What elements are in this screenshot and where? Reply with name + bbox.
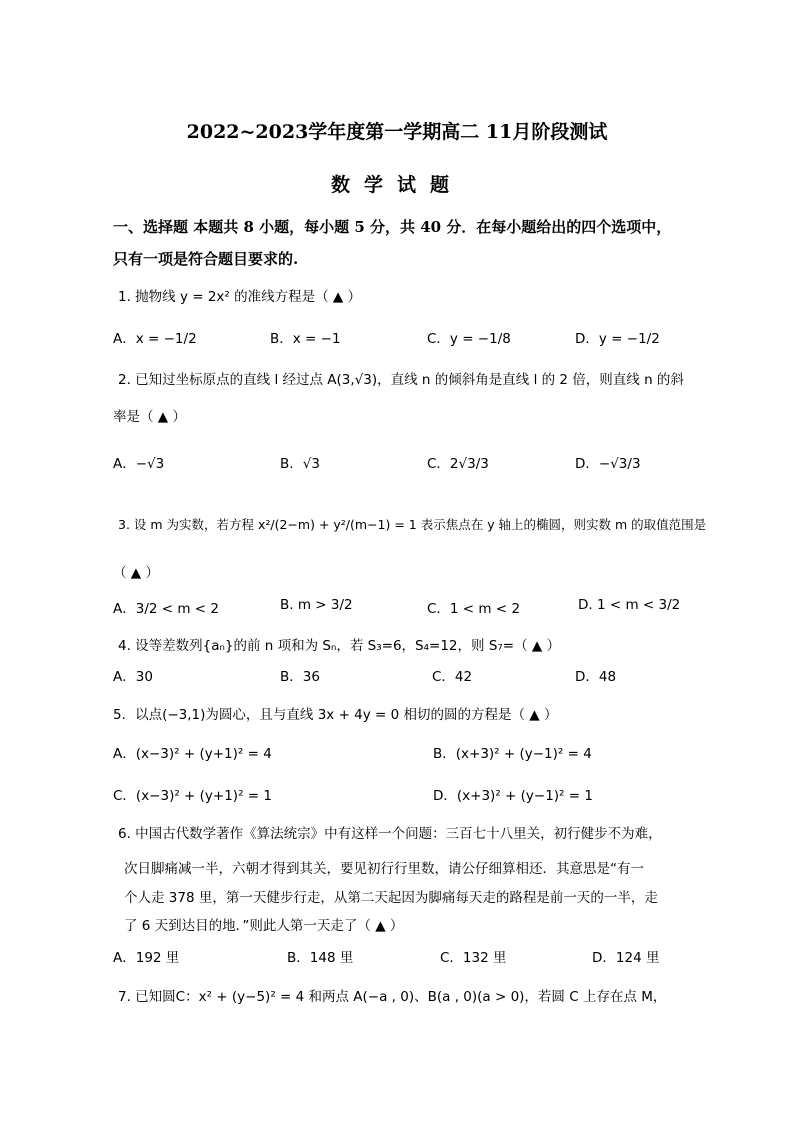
question-1-option-a: A．x = −1/2 xyxy=(113,331,197,347)
question-5-option-d: D．(x+3)² + (y−1)² = 1 xyxy=(433,788,593,804)
question-6-line1: 6. 中国古代数学著作《算法统宗》中有这样一个问题：三百七十八里关，初行健步不为难， xyxy=(118,826,662,842)
question-4-stem: 4. 设等差数列{aₙ}的前 n 项和为 Sₙ，若 S₃=6，S₄=12，则 S₇=（ ▲ ） xyxy=(118,638,561,654)
question-3-option-c: C．1 < m < 2 xyxy=(427,601,521,617)
question-6-option-d: D．124 里 xyxy=(592,950,660,966)
question-2-option-a: A．−√3 xyxy=(113,456,165,472)
question-2-option-c: C．2√3/3 xyxy=(427,456,489,472)
question-1-stem: 1. 抛物线 y = 2x² 的准线方程是（ ▲ ） xyxy=(118,289,362,305)
question-6-line4: 了 6 天到达目的地．”则此人第一天走了（ ▲ ） xyxy=(124,918,404,934)
question-3-stem-line2: （ ▲ ） xyxy=(113,565,159,581)
question-4-option-a: A．30 xyxy=(113,669,153,685)
question-1-option-b: B．x = −1 xyxy=(270,331,341,347)
question-4-option-b: B．36 xyxy=(280,669,320,685)
question-6-option-b: B．148 里 xyxy=(287,950,354,966)
question-7-line1: 7. 已知圆C：x² + (y−5)² = 4 和两点 A(−a , 0)、B(a , 0)(a > 0)，若圆 C 上存在点 M， xyxy=(118,989,667,1005)
question-1-option-d: D．y = −1/2 xyxy=(575,331,660,347)
question-3-option-a: A．3/2 < m < 2 xyxy=(113,601,219,617)
question-3-stem-line1: 3. 设 m 为实数，若方程 x²/(2−m) + y²/(m−1) = 1 表示焦点在 y 轴上的椭圆，则实数 m 的取值范围是 xyxy=(118,517,707,532)
question-5-option-b: B．(x+3)² + (y−1)² = 4 xyxy=(433,746,592,762)
question-6-option-c: C．132 里 xyxy=(440,950,507,966)
question-3-option-b: B. m > 3/2 xyxy=(280,597,353,613)
section-heading-line1: 一、选择题 本题共 8 小题，每小题 5 分，共 40 分．在每小题给出的四个选项中， xyxy=(113,218,672,236)
question-2-option-d: D．−√3/3 xyxy=(575,456,641,472)
exam-title: 2022~2023学年度第一学期高二 11月阶段测试 xyxy=(186,121,608,143)
question-4-option-c: C．42 xyxy=(432,669,473,685)
question-4-option-d: D．48 xyxy=(575,669,617,685)
question-3-option-d: D. 1 < m < 3/2 xyxy=(578,597,681,613)
question-1-option-c: C．y = −1/8 xyxy=(427,331,511,347)
question-2-stem-line1: 2. 已知过坐标原点的直线 l 经过点 A(3,√3)，直线 n 的倾斜角是直线 l 的 2 倍，则直线 n 的斜 xyxy=(118,372,684,388)
question-5-stem: 5．以点(−3,1)为圆心，且与直线 3x + 4y = 0 相切的圆的方程是（ ▲ ） xyxy=(113,707,558,723)
question-6-option-a: A．192 里 xyxy=(113,950,180,966)
question-6-line3: 个人走 378 里，第一天健步行走，从第二天起因为脚痛每天走的路程是前一天的一半，走 xyxy=(124,890,658,906)
question-2-stem-line2: 率是（ ▲ ） xyxy=(113,409,186,425)
section-heading-line2: 只有一项是符合题目要求的. xyxy=(113,250,299,268)
exam-subtitle: 数学试题 xyxy=(330,174,463,196)
question-5-option-c: C．(x−3)² + (y+1)² = 1 xyxy=(113,788,272,804)
question-2-option-b: B．√3 xyxy=(280,456,320,472)
question-6-line2: 次日脚痛减一半，六朝才得到其关，要见初行行里数，请公仔细算相还．其意思是“有一 xyxy=(124,861,644,877)
question-5-option-a: A．(x−3)² + (y+1)² = 4 xyxy=(113,746,272,762)
